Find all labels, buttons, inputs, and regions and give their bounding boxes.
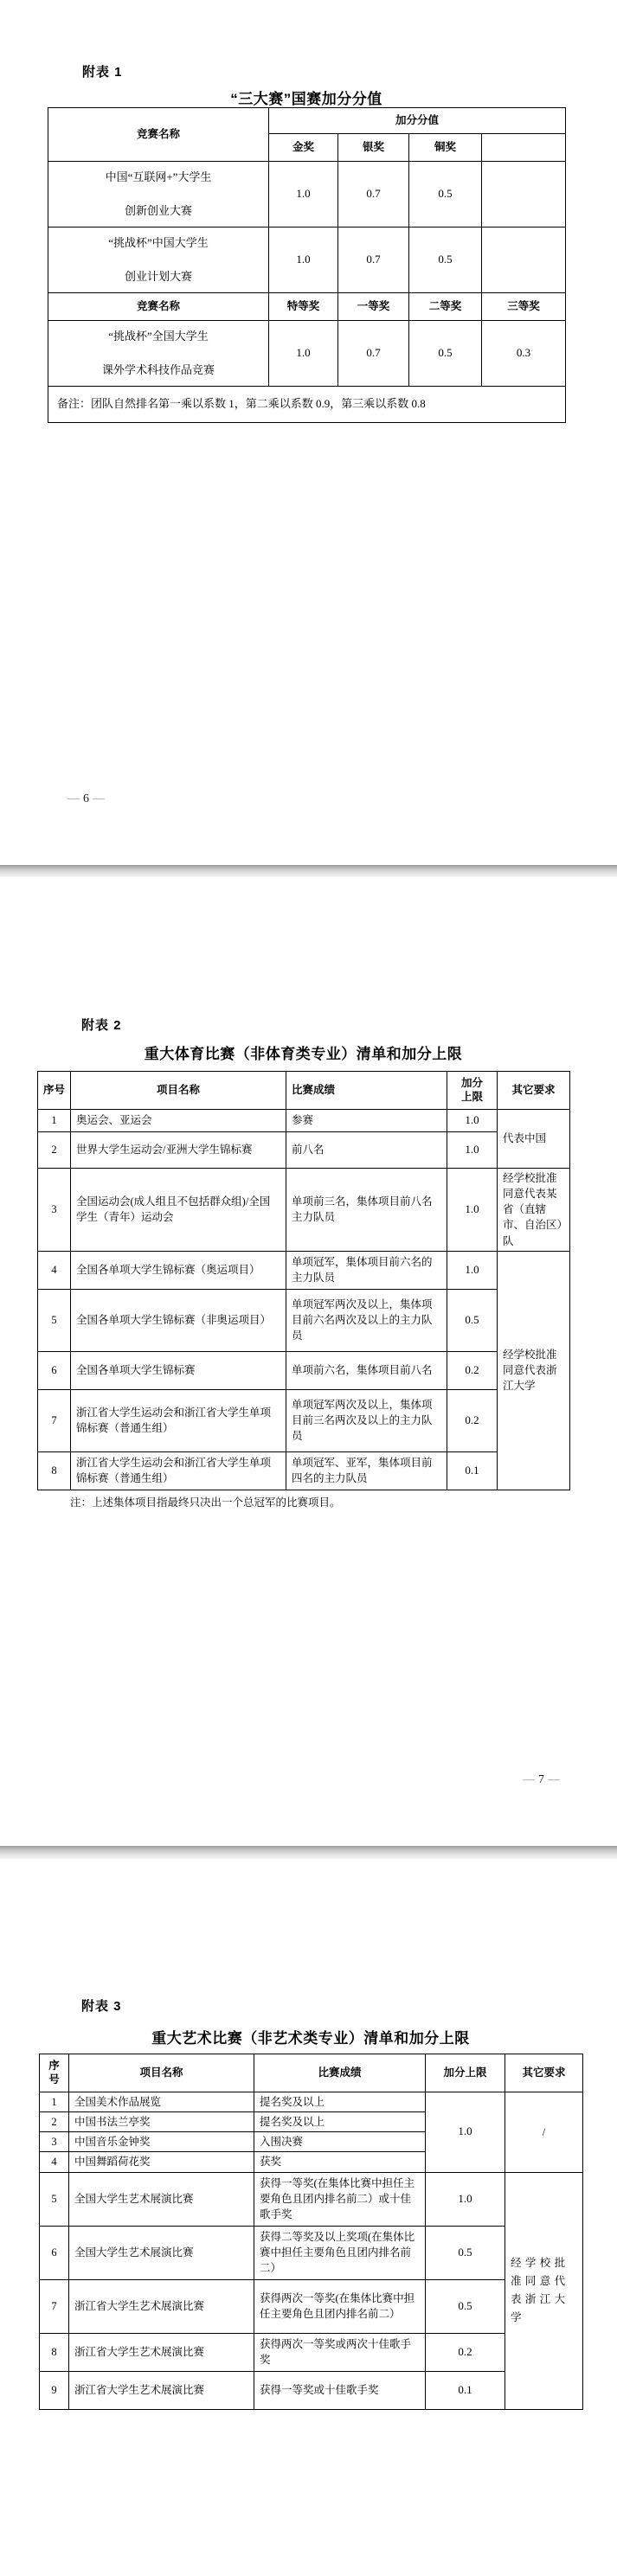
result: 提名奖及以上 bbox=[254, 2112, 426, 2132]
other-req-header: 其它要求 bbox=[505, 2054, 583, 2092]
first-prize-value: 0.7 bbox=[338, 321, 409, 387]
table-row bbox=[40, 2226, 583, 2279]
result: 获得两次一等奖或两次十佳歌手奖 bbox=[254, 2333, 426, 2371]
result: 提名奖及以上 bbox=[254, 2092, 426, 2112]
row-no: 4 bbox=[38, 1251, 71, 1289]
appendix3-label: 附表 3 bbox=[81, 1999, 122, 2014]
bonus-limit: 0.5 bbox=[426, 2279, 505, 2333]
table-row bbox=[38, 1389, 570, 1451]
page-separator bbox=[0, 1846, 617, 1859]
table-row bbox=[38, 1072, 570, 1110]
result: 单项冠军、亚军，集体项目前四名的主力队员 bbox=[286, 1451, 447, 1490]
table-row bbox=[40, 2333, 583, 2371]
event-name: 全国美术作品展览 bbox=[69, 2092, 254, 2112]
result: 单项冠军两次及以上，集体项目前六名两次及以上的主力队员 bbox=[286, 1289, 447, 1351]
row-no: 8 bbox=[40, 2333, 69, 2371]
table-row bbox=[40, 2054, 583, 2092]
first-prize-header: 一等奖 bbox=[338, 293, 409, 321]
requirement-zju: 经学校批准同意代表浙江大学 bbox=[498, 1251, 570, 1490]
table-row bbox=[40, 2172, 583, 2226]
appendix2-title: 重大体育比赛（非体育类专业）清单和加分上限 bbox=[144, 1046, 463, 1062]
bonus-limit: 1.0 bbox=[447, 1110, 498, 1132]
row-no: 2 bbox=[38, 1132, 71, 1169]
no-header: 序号 bbox=[38, 1072, 71, 1110]
result: 单项冠军两次及以上，集体项目前三名两次及以上的主力队员 bbox=[286, 1389, 447, 1451]
event-name: 浙江省大学生艺术展演比赛 bbox=[69, 2371, 254, 2409]
bonus-limit: 0.2 bbox=[447, 1389, 498, 1451]
gold-header: 金奖 bbox=[269, 134, 338, 162]
event-name: 奥运会、亚运会 bbox=[71, 1110, 286, 1132]
competition-name-header: 竞赛名称 bbox=[48, 108, 269, 162]
page-separator bbox=[0, 865, 617, 877]
event-name: 中国音乐金钟奖 bbox=[69, 2132, 254, 2152]
table-row bbox=[40, 2371, 583, 2409]
silver-value: 0.7 bbox=[338, 227, 409, 293]
bonus-limit: 0.5 bbox=[447, 1289, 498, 1351]
second-prize-header: 二等奖 bbox=[409, 293, 482, 321]
row-no: 7 bbox=[40, 2279, 69, 2333]
bonus-limit-header: 加分上限 bbox=[426, 2054, 505, 2092]
event-name: 浙江省大学生艺术展演比赛 bbox=[69, 2333, 254, 2371]
dash-left: — bbox=[523, 1773, 535, 1786]
silver-value: 0.7 bbox=[338, 162, 409, 227]
appendix1-title: “三大赛”国赛加分分值 bbox=[230, 91, 382, 107]
competition-name-cell: “挑战杯”中国大学生 创业计划大赛 bbox=[48, 227, 269, 293]
row-no: 2 bbox=[40, 2112, 69, 2132]
row-no: 8 bbox=[38, 1451, 71, 1490]
event-name: 全国各单项大学生锦标赛（奥运项目） bbox=[71, 1251, 286, 1289]
grand-prize-value: 1.0 bbox=[269, 321, 338, 387]
event-name-header: 项目名称 bbox=[71, 1072, 286, 1110]
gold-value: 1.0 bbox=[269, 162, 338, 227]
bonus-limit-merged: 1.0 bbox=[426, 2092, 505, 2173]
row-no: 1 bbox=[40, 2092, 69, 2112]
event-name: 全国各单项大学生锦标赛 bbox=[71, 1351, 286, 1389]
requirement-none: / bbox=[505, 2092, 583, 2173]
table2-note: 注：上述集体项目指最终只决出一个总冠军的比赛项目。 bbox=[70, 1496, 341, 1509]
result: 获得两次一等奖(在集体比赛中担任主要角色且团内排名前二） bbox=[254, 2279, 426, 2333]
requirement-province: 经学校批准同意代表某省（直辖市、自治区）队 bbox=[498, 1169, 570, 1252]
result: 获得二等奖及以上奖项(在集体比赛中担任主要角色且团内排名前二） bbox=[254, 2226, 426, 2279]
table-row bbox=[48, 108, 566, 134]
table-row bbox=[38, 1289, 570, 1351]
bonus-limit: 1.0 bbox=[426, 2172, 505, 2226]
event-name: 全国各单项大学生锦标赛（非奥运项目） bbox=[71, 1289, 286, 1351]
appendix3-title: 重大艺术比赛（非艺术类专业）清单和加分上限 bbox=[151, 2030, 470, 2047]
event-name: 世界大学生运动会/亚洲大学生锦标赛 bbox=[71, 1132, 286, 1169]
table-row bbox=[48, 321, 566, 387]
bonus-limit: 0.2 bbox=[447, 1351, 498, 1389]
row-no: 5 bbox=[38, 1289, 71, 1351]
competition-name-cell: 中国“互联网+”大学生 创新创业大赛 bbox=[48, 162, 269, 227]
table-row bbox=[38, 1132, 570, 1169]
competition-name-header2: 竞赛名称 bbox=[48, 293, 269, 321]
result: 单项前六名，集体项目前八名 bbox=[286, 1351, 447, 1389]
row-no: 6 bbox=[38, 1351, 71, 1389]
bonus-limit: 1.0 bbox=[447, 1132, 498, 1169]
event-name: 中国书法兰亭奖 bbox=[69, 2112, 254, 2132]
row-no: 6 bbox=[40, 2226, 69, 2279]
result: 获得一等奖或十佳歌手奖 bbox=[254, 2371, 426, 2409]
blank-value bbox=[482, 162, 566, 227]
event-name: 浙江省大学生运动会和浙江省大学生单项锦标赛（普通生组） bbox=[71, 1389, 286, 1451]
bronze-value: 0.5 bbox=[409, 227, 482, 293]
table-row bbox=[38, 1110, 570, 1132]
table-row bbox=[48, 387, 566, 423]
event-name: 全国大学生艺术展演比赛 bbox=[69, 2172, 254, 2226]
result-header: 比赛成绩 bbox=[254, 2054, 426, 2092]
table-row bbox=[40, 2279, 583, 2333]
result: 参赛 bbox=[286, 1110, 447, 1132]
award-table-1 bbox=[48, 107, 566, 423]
result: 单项冠军，集体项目前六名的主力队员 bbox=[286, 1251, 447, 1289]
dash-left: — bbox=[67, 792, 80, 805]
gold-value: 1.0 bbox=[269, 227, 338, 293]
table-row bbox=[40, 2092, 583, 2112]
row-no: 9 bbox=[40, 2371, 69, 2409]
event-name-header: 项目名称 bbox=[69, 2054, 254, 2092]
row-no: 5 bbox=[40, 2172, 69, 2226]
row-no: 7 bbox=[38, 1389, 71, 1451]
grand-prize-header: 特等奖 bbox=[269, 293, 338, 321]
table-row bbox=[48, 162, 566, 227]
row-no: 4 bbox=[40, 2152, 69, 2172]
appendix2-label: 附表 2 bbox=[81, 1018, 122, 1033]
bonus-limit-header: 加分上限 bbox=[447, 1072, 498, 1110]
silver-header: 银奖 bbox=[338, 134, 409, 162]
table-row bbox=[38, 1169, 570, 1252]
bonus-limit: 0.5 bbox=[426, 2226, 505, 2279]
sports-table bbox=[37, 1071, 570, 1490]
arts-table bbox=[39, 2054, 583, 2410]
third-prize-header: 三等奖 bbox=[482, 293, 566, 321]
event-name: 中国舞蹈荷花奖 bbox=[69, 2152, 254, 2172]
table-row bbox=[48, 227, 566, 293]
page-number-6: — 6 — bbox=[67, 792, 105, 805]
table1-remark: 备注：团队自然排名第一乘以系数 1，第二乘以系数 0.9，第三乘以系数 0.8 bbox=[48, 387, 566, 423]
event-name: 浙江省大学生艺术展演比赛 bbox=[69, 2279, 254, 2333]
requirement-china: 代表中国 bbox=[498, 1110, 570, 1169]
bonus-limit: 1.0 bbox=[447, 1169, 498, 1252]
row-no: 1 bbox=[38, 1110, 71, 1132]
table-row bbox=[38, 1251, 570, 1289]
dash-right: — bbox=[93, 792, 105, 805]
other-req-header: 其它要求 bbox=[498, 1072, 570, 1110]
requirement-zju: 经学校批准同意代表浙江大学 bbox=[505, 2172, 583, 2409]
result: 单项前三名，集体项目前八名主力队员 bbox=[286, 1169, 447, 1252]
second-prize-value: 0.5 bbox=[409, 321, 482, 387]
table-row bbox=[38, 1451, 570, 1490]
result: 前八名 bbox=[286, 1132, 447, 1169]
bonus-limit: 0.2 bbox=[426, 2333, 505, 2371]
result: 入围决赛 bbox=[254, 2132, 426, 2152]
bonus-value-header: 加分分值 bbox=[269, 108, 566, 134]
event-name: 全国大学生艺术展演比赛 bbox=[69, 2226, 254, 2279]
bonus-limit: 0.1 bbox=[426, 2371, 505, 2409]
blank-header bbox=[482, 134, 566, 162]
bonus-limit: 1.0 bbox=[447, 1251, 498, 1289]
appendix1-label: 附表 1 bbox=[82, 65, 123, 80]
competition-name-cell: “挑战杯”全国大学生 课外学术科技作品竞赛 bbox=[48, 321, 269, 387]
row-no: 3 bbox=[40, 2132, 69, 2152]
row-no: 3 bbox=[38, 1169, 71, 1252]
bonus-limit: 0.1 bbox=[447, 1451, 498, 1490]
result: 获奖 bbox=[254, 2152, 426, 2172]
award-table-1-wrap bbox=[48, 107, 565, 423]
bronze-value: 0.5 bbox=[409, 162, 482, 227]
third-prize-value: 0.3 bbox=[482, 321, 566, 387]
no-header: 序号 bbox=[40, 2054, 69, 2092]
dash-right: — bbox=[548, 1773, 560, 1786]
sports-table-wrap bbox=[37, 1071, 569, 1509]
result-header: 比赛成绩 bbox=[286, 1072, 447, 1110]
blank-value bbox=[482, 227, 566, 293]
table-row bbox=[48, 293, 566, 321]
result: 获得一等奖(在集体比赛中担任主要角色且团内排名前二）或十佳歌手奖 bbox=[254, 2172, 426, 2226]
bronze-header: 铜奖 bbox=[409, 134, 482, 162]
event-name: 全国运动会(成人组且不包括群众组)/全国学生（青年）运动会 bbox=[71, 1169, 286, 1252]
arts-table-wrap bbox=[39, 2054, 582, 2410]
table-row bbox=[38, 1351, 570, 1389]
event-name: 浙江省大学生运动会和浙江省大学生单项锦标赛（普通生组） bbox=[71, 1451, 286, 1490]
page-number-7: — 7 — bbox=[523, 1773, 560, 1786]
